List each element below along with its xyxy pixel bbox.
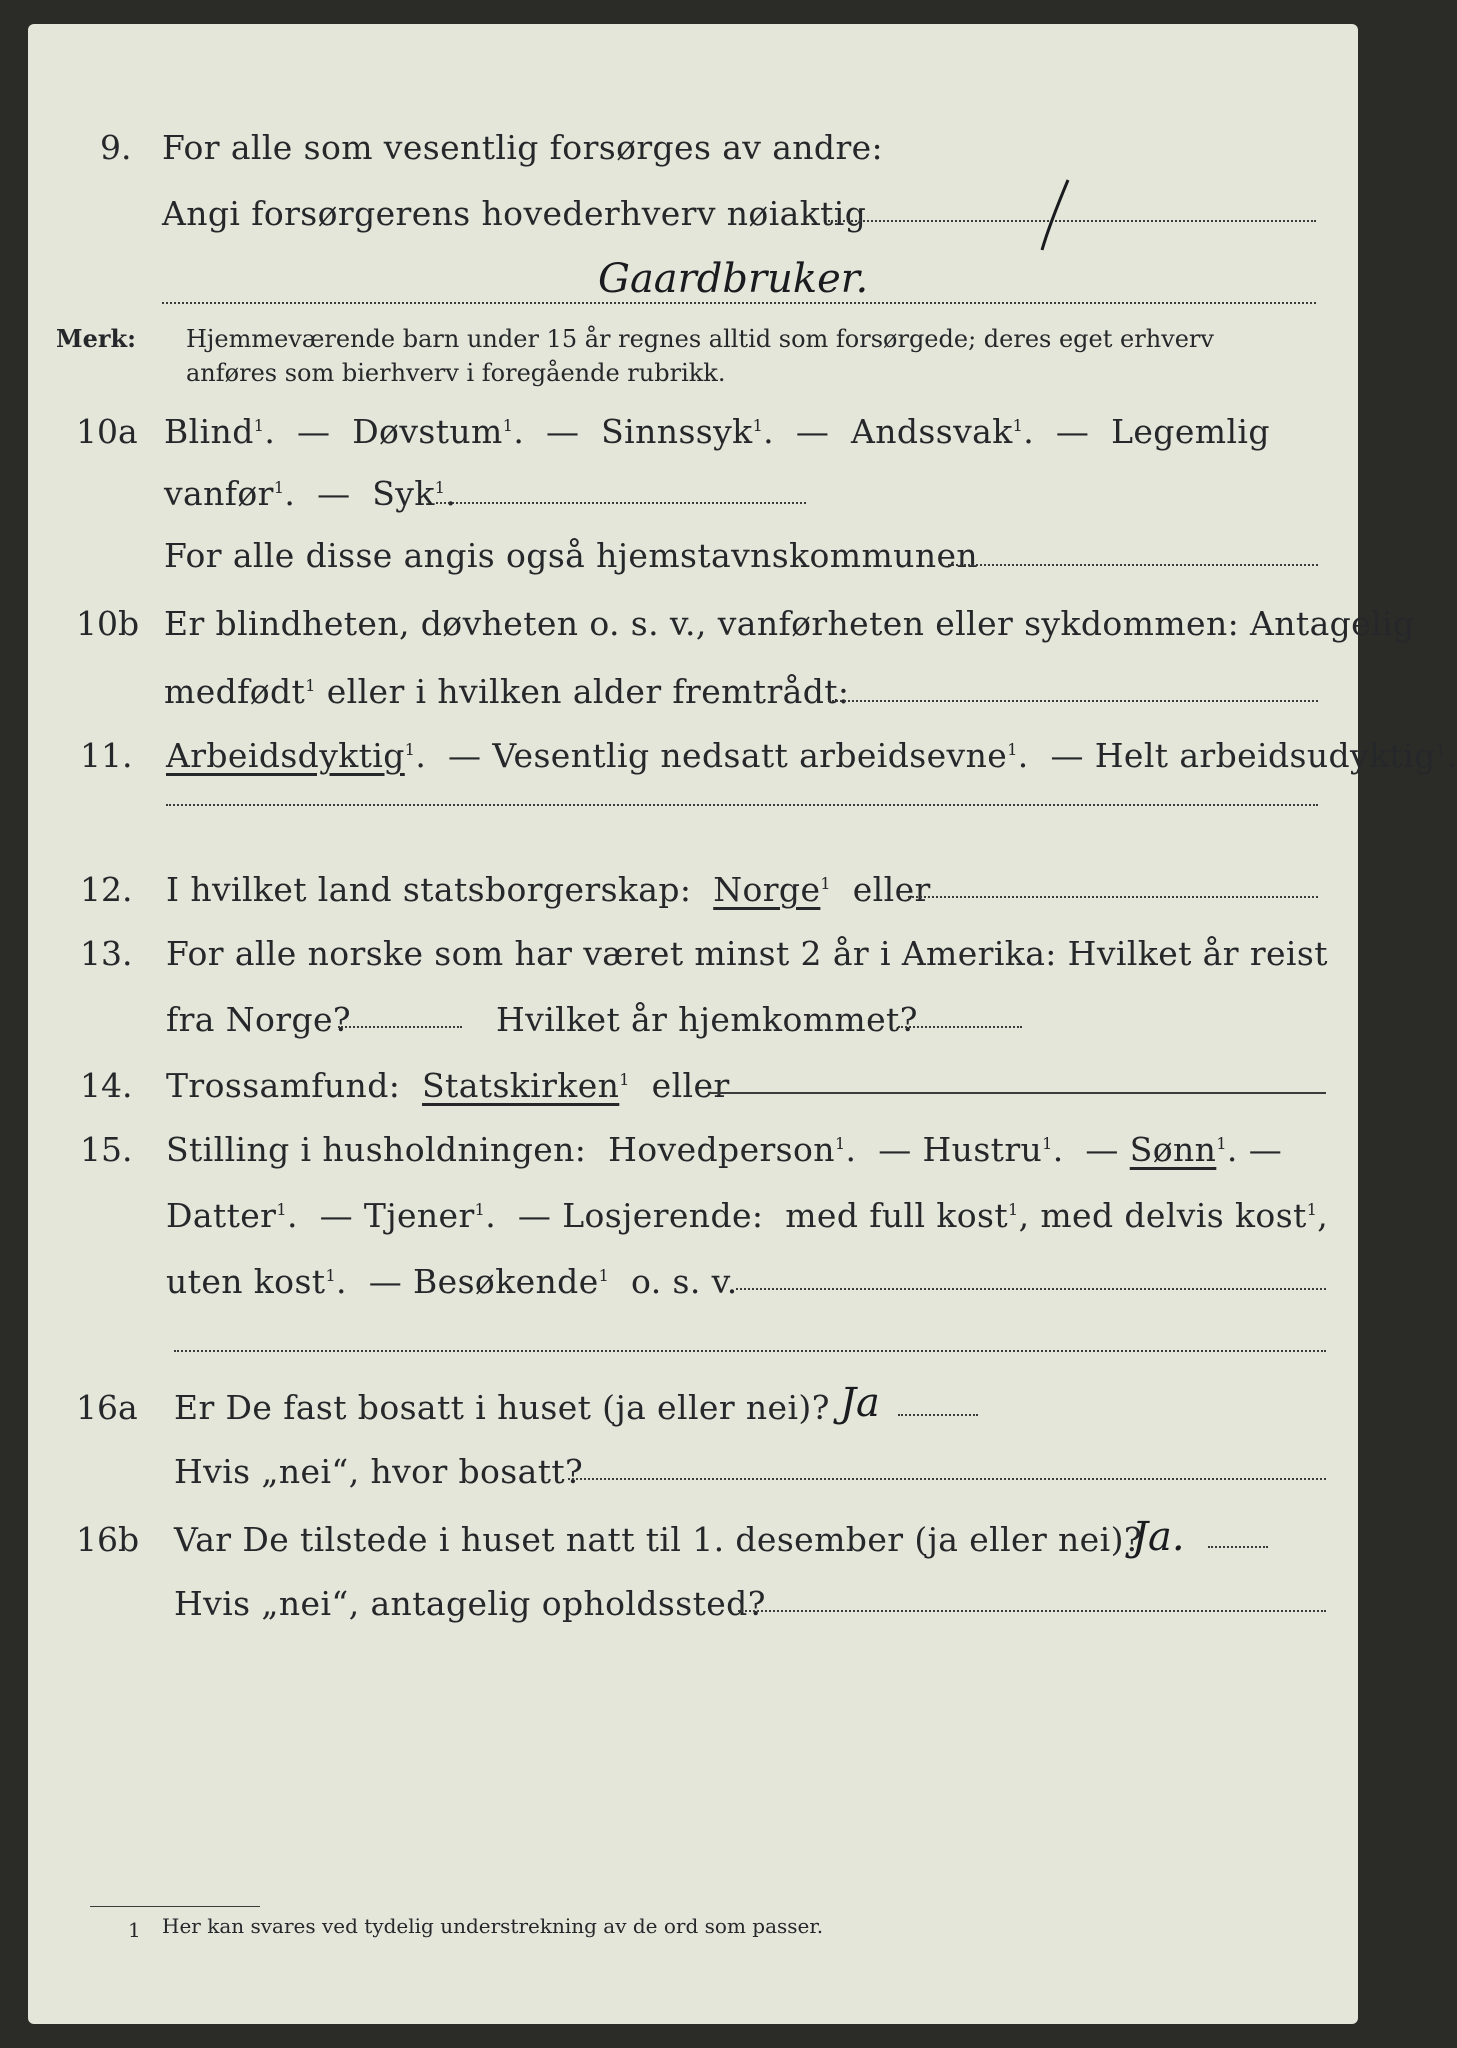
q9-question: For alle som vesentlig forsørges av andre: (162, 128, 884, 167)
q10a-conditions-line1: Blind$^1$. — Døvstum$^1$. — Sinnssyk$^1$. — Andssvak$^1$. — Legemlig (164, 412, 1270, 451)
option-hovedperson: Hovedperson (608, 1130, 835, 1169)
q14-question: Trossamfund: Statskirken$^1$ eller (166, 1066, 730, 1105)
q13-fra-norge-label: fra Norge? (166, 1000, 352, 1039)
q10a-syk-dotted-line (436, 502, 806, 504)
option-hustru: Hustru (922, 1130, 1043, 1169)
option-norge-underlined: Norge (713, 870, 821, 909)
footnote-rule (90, 1906, 260, 1907)
q16b-question: Var De tilstede i huset natt til 1. desember (ja eller nei)? (174, 1520, 1142, 1559)
option-blind: Blind (164, 412, 254, 451)
q11-dotted-line (166, 804, 1318, 806)
option-datter: Datter (166, 1196, 277, 1235)
option-tjener: Tjener (363, 1196, 475, 1235)
q12-question: I hvilket land statsborgerskap: Norge$^1$ eller (166, 870, 931, 909)
q15-dotted-line2 (174, 1350, 1326, 1352)
q16a-number: 16a (76, 1388, 138, 1427)
q10b-dotted-line (828, 700, 1318, 702)
q16b-hvis-label: Hvis „nei“, antagelig opholdssted? (174, 1584, 766, 1623)
q14-line (708, 1092, 1326, 1094)
option-syk: Syk (372, 474, 435, 513)
option-legemlig: Legemlig (1111, 412, 1270, 451)
q9-hovederhverv-label: Angi forsørgerens hovederhverv nøiaktig (162, 194, 867, 233)
option-besokende: Besøkende (413, 1262, 599, 1301)
q13-hjem-dotted-line (898, 1026, 1022, 1028)
q10b-question-line2: medfødt$^1$ eller i hvilken alder fremtrådt: (164, 672, 850, 711)
option-nedsatt: Vesentlig nedsatt arbeidsevne (492, 736, 1008, 775)
q12-dotted-line (908, 896, 1318, 898)
option-dovstum: Døvstum (352, 412, 503, 451)
q16b-answer-handwritten: Ja. (1132, 1514, 1185, 1560)
option-delvis-kost: med delvis kost (1040, 1196, 1307, 1235)
q15-line3: uten kost$^1$. — Besøkende$^1$ o. s. v. (166, 1262, 738, 1301)
option-vanfor: vanfør (164, 474, 274, 513)
q10a-hjemstavn-label: For alle disse angis også hjemstavnskommunen (164, 536, 979, 575)
q15-line1: Stilling i husholdningen: Hovedperson$^1$. — Hustru$^1$. — Sønn$^1$. — (166, 1130, 1283, 1169)
merk-note-line1: Hjemmeværende barn under 15 år regnes alltid som forsørgede; deres eget erhverv (186, 325, 1214, 353)
option-statskirken-underlined: Statskirken (422, 1066, 620, 1105)
q12-number: 12. (80, 870, 133, 909)
q13-hjemkommet-label: Hvilket år hjemkommet? (496, 1000, 918, 1039)
q15-dotted-line (736, 1288, 1326, 1290)
q11-number: 11. (80, 736, 133, 775)
merk-note-line2: anføres som bierhverv i foregående rubrikk. (186, 359, 726, 387)
footnote-text: Her kan svares ved tydelig understrekning av de ord som passer. (162, 1914, 824, 1938)
q10b-question-line1: Er blindheten, døvheten o. s. v., vanførheten eller sykdommen: Antagelig (164, 604, 1415, 643)
q15-number: 15. (80, 1130, 133, 1169)
q16a-answer-handwritten: Ja (840, 1380, 880, 1426)
q10a-number: 10a (76, 412, 138, 451)
option-udyktig: Helt arbeidsudyktig (1094, 736, 1436, 775)
option-arbeidsdyktig-underlined: Arbeidsdyktig (166, 736, 405, 775)
q13-question: For alle norske som har været minst 2 år i Amerika: Hvilket år reist (166, 934, 1328, 973)
q9-answer-line (162, 302, 1316, 304)
q13-number: 13. (80, 934, 133, 973)
census-form-page (28, 24, 1457, 2024)
q13-fra-dotted-line (338, 1026, 462, 1028)
option-andssvak: Andssvak (851, 412, 1013, 451)
q16a-question: Er De fast bosatt i huset (ja eller nei)? (174, 1388, 830, 1427)
q16b-dotted-line (1208, 1546, 1268, 1548)
merk-label: Merk: (56, 324, 136, 353)
option-sonn-underlined: Sønn (1129, 1130, 1217, 1169)
q16b-hvis-dotted-line (738, 1610, 1326, 1612)
option-medfodt: medfødt (164, 672, 306, 711)
option-sinnssyk: Sinnssyk (601, 412, 753, 451)
option-full-kost: med full kost (785, 1196, 1008, 1235)
q9-answer-stroke (1028, 174, 1088, 254)
q16a-hvis-label: Hvis „nei“, hvor bosatt? (174, 1452, 584, 1491)
q10b-number: 10b (76, 604, 140, 643)
option-uten-kost: uten kost (166, 1262, 326, 1301)
q11-options: Arbeidsdyktig$^1$. — Vesentlig nedsatt arbeidsevne$^1$. — Helt arbeidsudyktig$^1$. (166, 736, 1457, 775)
q9-number: 9. (100, 128, 132, 167)
footnote-mark: 1 (128, 1918, 141, 1942)
q10a-conditions-line2: vanfør$^1$. — Syk$^1$. (164, 474, 457, 513)
q16a-dotted-line (898, 1414, 978, 1416)
q10a-hjemstavn-dotted-line (948, 564, 1318, 566)
q15-line2: Datter$^1$. — Tjener$^1$. — Losjerende: med full kost$^1$, med delvis kost$^1$, (166, 1196, 1329, 1235)
q16a-hvis-dotted-line (568, 1478, 1326, 1480)
q16b-number: 16b (76, 1520, 140, 1559)
q14-number: 14. (80, 1066, 133, 1105)
q9-answer-handwritten: Gaardbruker. (598, 256, 869, 302)
